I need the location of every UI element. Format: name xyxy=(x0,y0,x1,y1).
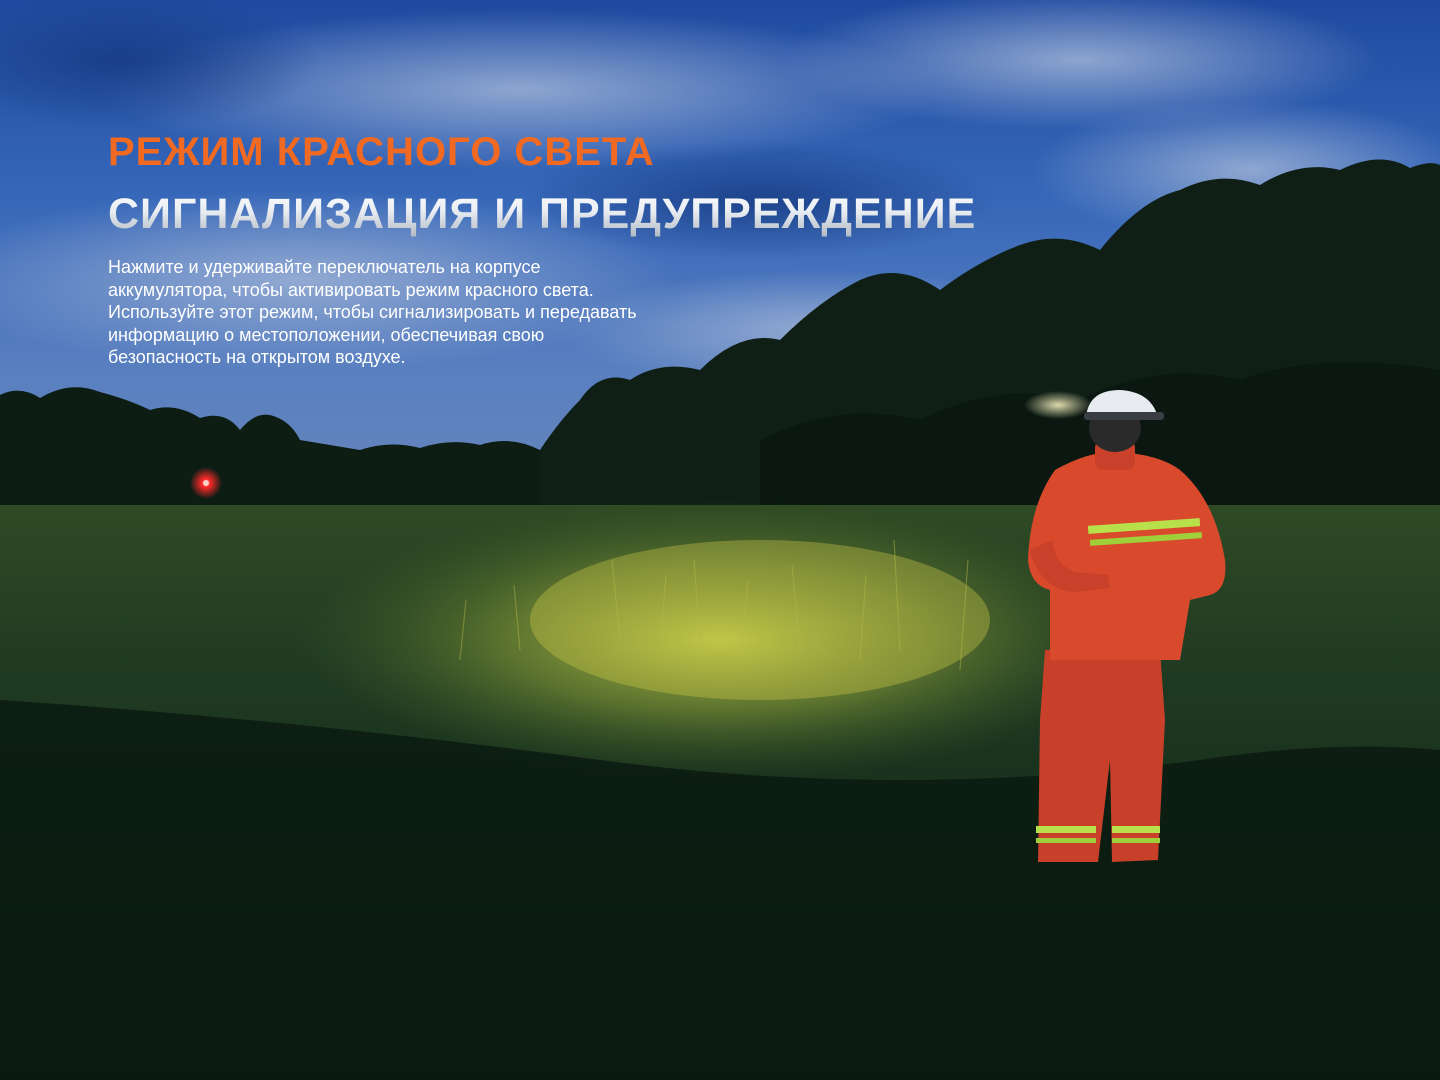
reflective-stripe xyxy=(1036,826,1096,833)
headlamp-glow xyxy=(1024,391,1092,419)
helmet-band xyxy=(1084,412,1164,420)
reflective-stripe xyxy=(1036,838,1096,843)
red-signal-light-core xyxy=(203,480,209,486)
subheadline: СИГНАЛИЗАЦИЯ И ПРЕДУПРЕЖДЕНИЕ xyxy=(108,190,977,238)
reflective-stripe xyxy=(1112,826,1160,833)
headline: РЕЖИМ КРАСНОГО СВЕТА xyxy=(108,130,655,174)
reflective-stripe xyxy=(1112,838,1160,843)
flashlight-beam-core xyxy=(530,540,990,700)
description-text: Нажмите и удерживайте переключатель на корпусе аккумулятора, чтобы активировать режим красного света. Используйте этот режим, чтобы сигнализировать и передавать информацию о местоположении, обеспечивая свою безопасность на открытом воздухе. xyxy=(108,257,637,367)
